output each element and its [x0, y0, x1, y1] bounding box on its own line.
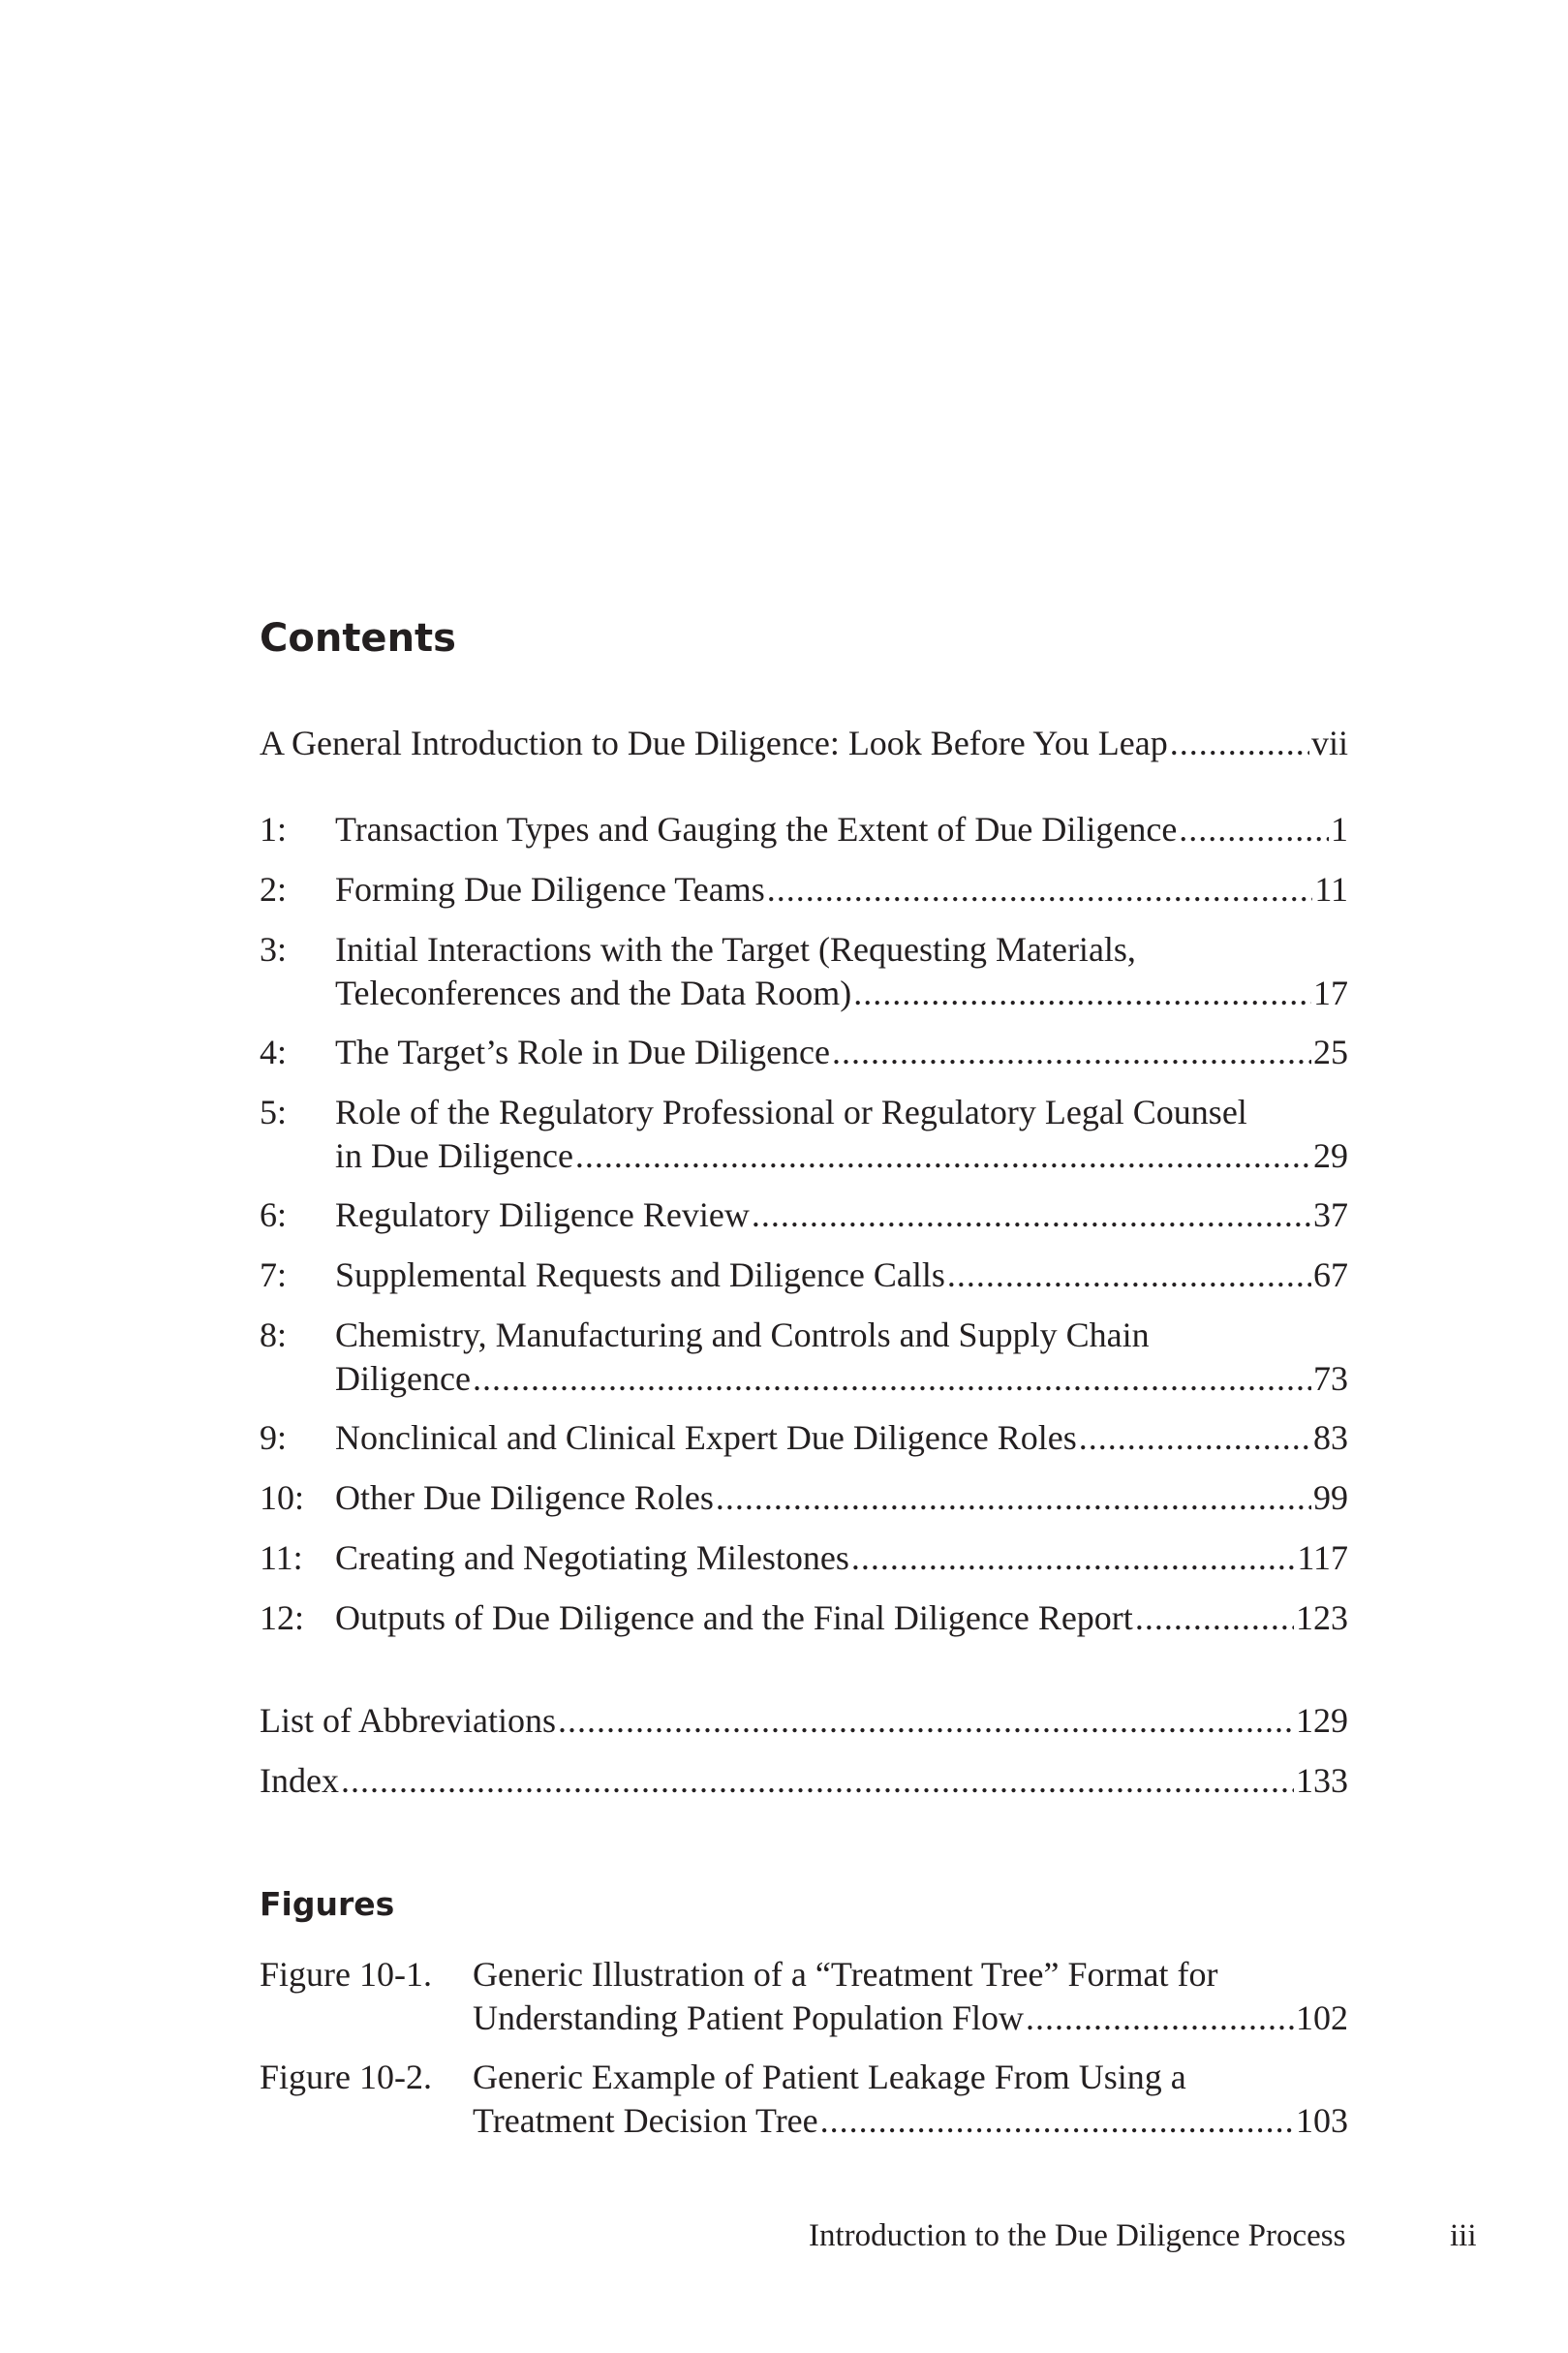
toc-entry-page: 37 [1313, 1195, 1348, 1234]
toc-entry-index [260, 1759, 1348, 1803]
page-number: iii [1450, 2218, 1477, 2253]
toc-entry-page: 103 [1296, 2101, 1348, 2140]
toc-entry-chapter-4 [260, 1031, 1348, 1074]
toc-entry-page: 133 [1296, 1761, 1348, 1800]
dot-leader [575, 1134, 1311, 1178]
toc-entry-chapter-1 [260, 808, 1348, 851]
running-footer-title: Introduction to the Due Diligence Process [809, 2218, 1346, 2253]
dot-leader [558, 1699, 1294, 1743]
dot-leader [716, 1476, 1311, 1520]
toc-entry-page: 11 [1314, 870, 1348, 909]
toc-entry-page: 29 [1313, 1136, 1348, 1175]
toc-entry-chapter-6 [260, 1193, 1348, 1237]
figures-heading: Figures [260, 1885, 395, 1923]
dot-leader [767, 868, 1313, 912]
chapter-number: 6: [260, 1195, 288, 1234]
toc-entry-page: 117 [1297, 1538, 1348, 1577]
toc-entry-chapter-2 [260, 868, 1348, 912]
dot-leader [851, 1536, 1295, 1580]
toc-entry-intro [260, 722, 1348, 765]
toc-entry-title: Outputs of Due Diligence and the Final Diligence Report [335, 1598, 1133, 1637]
dot-leader [341, 1759, 1294, 1803]
toc-entry-title: List of Abbreviations [260, 1701, 556, 1740]
toc-entry-page: 99 [1313, 1478, 1348, 1517]
toc-entry-title: Role of the Regulatory Professional or Regulatory Legal Counsel [335, 1093, 1247, 1131]
toc-entry-page: 102 [1296, 1998, 1348, 2037]
chapter-number: 11: [260, 1538, 303, 1577]
toc-entry-page: 123 [1296, 1598, 1348, 1637]
toc-entry-title: Supplemental Requests and Diligence Calls [335, 1255, 945, 1294]
chapter-number: 8: [260, 1316, 288, 1354]
toc-entry-page: vii [1310, 724, 1348, 762]
dot-leader [752, 1193, 1311, 1237]
toc-entry-title: A General Introduction to Due Diligence: Look Before You Leap [260, 724, 1168, 762]
toc-entry-chapter-9 [260, 1416, 1348, 1460]
toc-entry-title-continued: in Due Diligence [335, 1136, 573, 1175]
toc-entry-title: Index [260, 1761, 339, 1800]
dot-leader [1079, 1416, 1311, 1460]
toc-entry-chapter-12 [260, 1596, 1348, 1640]
dot-leader [1179, 808, 1329, 851]
contents-heading: Contents [260, 616, 456, 661]
toc-entry-chapter-10 [260, 1476, 1348, 1520]
toc-entry-page: 83 [1313, 1418, 1348, 1457]
toc-entry-chapter-7 [260, 1254, 1348, 1297]
chapter-number: 7: [260, 1255, 288, 1294]
toc-entry-page: 1 [1331, 810, 1348, 849]
toc-entry-title: Nonclinical and Clinical Expert Due Diligence Roles [335, 1418, 1077, 1457]
toc-entry-chapter-3 [260, 928, 1348, 1015]
figure-number: Figure 10-2. [260, 2058, 432, 2096]
toc-entry-title-continued: Understanding Patient Population Flow [473, 1998, 1024, 2037]
chapter-number: 1: [260, 810, 288, 849]
dot-leader [1026, 1997, 1294, 2040]
toc-entry-figure-10-1 [260, 1953, 1348, 2040]
toc-entry-page: 25 [1313, 1033, 1348, 1071]
toc-entry-title: Transaction Types and Gauging the Extent of Due Diligence [335, 810, 1178, 849]
chapter-number: 2: [260, 870, 288, 909]
toc-entry-chapter-5 [260, 1091, 1348, 1178]
toc-entry-title: Creating and Negotiating Milestones [335, 1538, 849, 1577]
dot-leader [947, 1254, 1311, 1297]
chapter-number: 10: [260, 1478, 305, 1517]
toc-entry-title: The Target’s Role in Due Diligence [335, 1033, 831, 1071]
dot-leader [473, 1357, 1311, 1401]
chapter-number: 4: [260, 1033, 288, 1071]
figure-number: Figure 10-1. [260, 1955, 432, 1994]
toc-entry-title: Forming Due Diligence Teams [335, 870, 765, 909]
toc-entry-chapter-11 [260, 1536, 1348, 1580]
toc-entry-title: Initial Interactions with the Target (Requesting Materials, [335, 930, 1136, 969]
toc-entry-page: 67 [1313, 1255, 1348, 1294]
dot-leader [1170, 722, 1309, 765]
toc-entry-title: Regulatory Diligence Review [335, 1195, 750, 1234]
toc-entry-page: 17 [1313, 974, 1348, 1012]
toc-entry-page: 73 [1313, 1359, 1348, 1398]
dot-leader [820, 2099, 1294, 2143]
chapter-number: 3: [260, 930, 288, 969]
toc-entry-title: Generic Illustration of a “Treatment Tree” Format for [473, 1955, 1218, 1994]
toc-entry-title: Other Due Diligence Roles [335, 1478, 714, 1517]
toc-entry-chapter-8 [260, 1314, 1348, 1401]
chapter-number: 9: [260, 1418, 288, 1457]
dot-leader [832, 1031, 1311, 1074]
toc-entry-page: 129 [1296, 1701, 1348, 1740]
toc-entry-abbreviations [260, 1699, 1348, 1743]
chapter-number: 12: [260, 1598, 305, 1637]
dot-leader [853, 972, 1311, 1015]
toc-entry-title-continued: Diligence [335, 1359, 471, 1398]
toc-entry-title: Generic Example of Patient Leakage From Using a [473, 2058, 1186, 2096]
toc-entry-title-continued: Teleconferences and the Data Room) [335, 974, 852, 1012]
toc-entry-figure-10-2 [260, 2056, 1348, 2143]
chapter-number: 5: [260, 1093, 288, 1131]
toc-entry-title-continued: Treatment Decision Tree [473, 2101, 818, 2140]
toc-entry-title: Chemistry, Manufacturing and Controls and Supply Chain [335, 1316, 1150, 1354]
dot-leader [1135, 1596, 1294, 1640]
